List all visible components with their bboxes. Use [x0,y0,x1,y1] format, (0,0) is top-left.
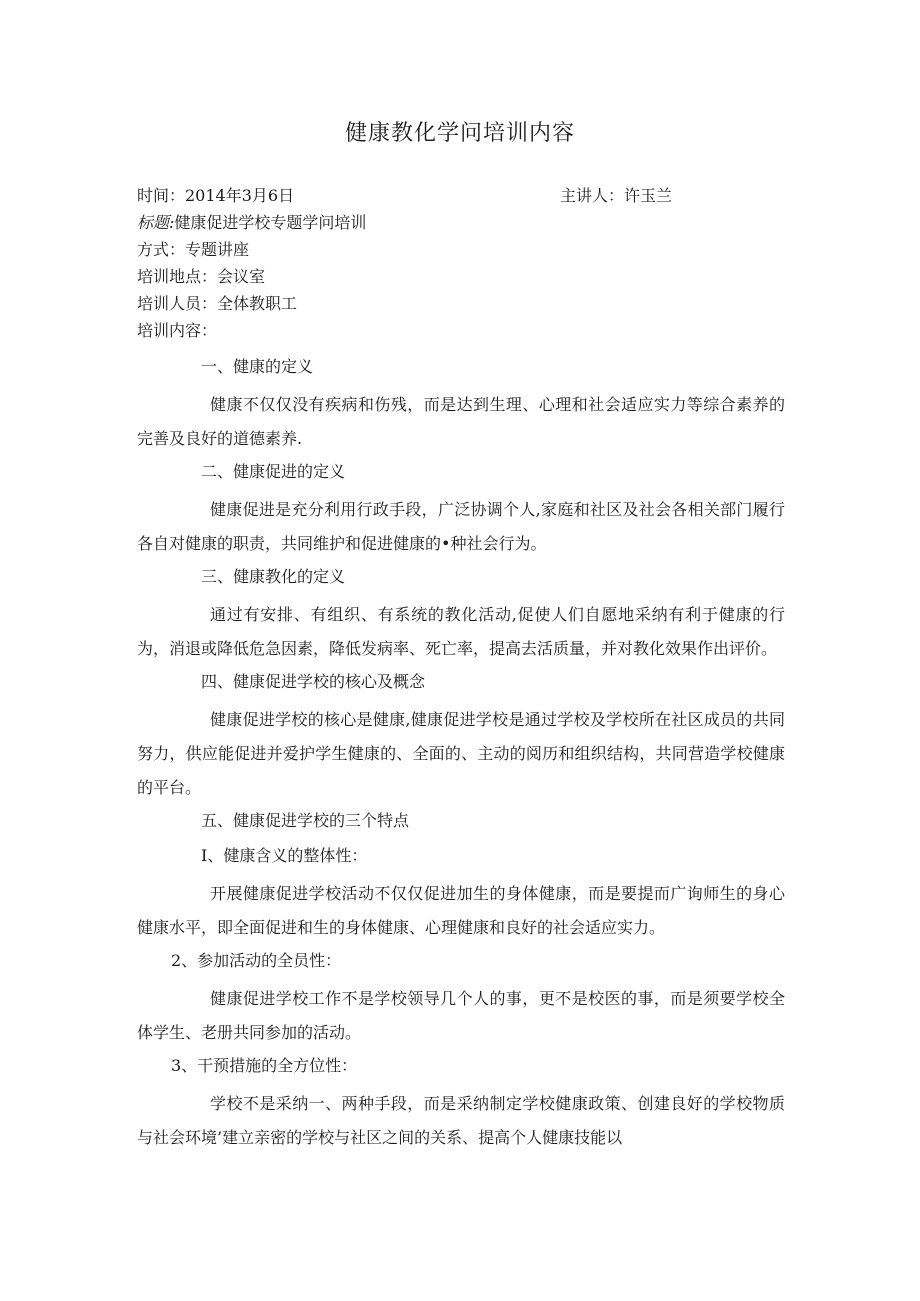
section-heading: 二、健康促进的定义 [201,462,346,481]
meta-topic-label: 标题: [137,213,175,232]
meta-topic-value: 健康促进学校专题学问培训 [174,213,367,232]
feature-heading: 2、参加活动的全员性： [171,951,342,970]
section-paragraph: 健康不仅仅没有疾病和伤残，而是达到生理、心理和社会适应实力等综合素养的完善及良好的道德素养. [137,395,785,448]
feature-paragraph: 健康促进学校工作不是学校领导几个人的事，更不是校医的事，而是须要学校全体学生、老册共同参加的活动。 [137,989,785,1042]
section-heading: 四、健康促进学校的核心及概念 [201,672,426,691]
meta-content-label: 培训内容： [137,321,218,340]
meta-speaker: 主讲人：许玉兰 [560,186,673,205]
section-paragraph: 健康促进是充分利用行政手段，广泛协调个人,家庭和社区及社会各相关部门履行各自对健康的职责，共同维护和促进健康的•种社会行为。 [137,500,785,553]
section-paragraph: 健康促进学校的核心是健康,健康促进学校是通过学校及学校所在社区成员的共同努力，供应能促进并爱护学生健康的、全面的、主动的阅历和组织结构，共同营造学校健康的平台。 [137,710,785,797]
section-heading: 五、健康促进学校的三个特点 [201,811,410,830]
meta-method: 方式：专题讲座 [137,240,250,259]
section-heading: 一、健康的定义 [201,357,314,376]
feature-paragraph: 开展健康促进学校活动不仅仅促进加生的身体健康，而是要提而广询师生的身心健康水平，即全面促进和生的身体健康、心理健康和良好的社会适应实力。 [137,884,785,937]
meta-time: 时间：2014年3月6日 [137,186,295,205]
meta-row-time [137,182,787,209]
meta-location: 培训地点：会议室 [137,267,266,286]
document-body [137,353,785,1157]
meta-attendees: 培训人员：全体教职工 [137,294,298,313]
meta-block [137,182,787,344]
feature-heading: I、健康含义的整体性： [201,846,368,865]
feature-heading: 3、干预措施的全方位性： [171,1056,358,1075]
section-paragraph: 通过有安排、有组织、有系统的教化活动,促使人们自愿地采纳有利于健康的行为，消退或降低危急因素，降低发病率、死亡率，提高去活质量，并对教化效果作出评价。 [137,605,785,658]
document-title: 健康教化学问培训内容 [344,121,575,146]
meta-row-topic [137,209,787,236]
feature-paragraph: 学校不是采纳一、两种手段，而是采纳制定学校健康政策、创建良好的学校物质与社会环境’建立亲密的学校与社区之间的关系、提高个人健康技能以 [137,1094,785,1147]
section-heading: 三、健康教化的定义 [201,567,346,586]
